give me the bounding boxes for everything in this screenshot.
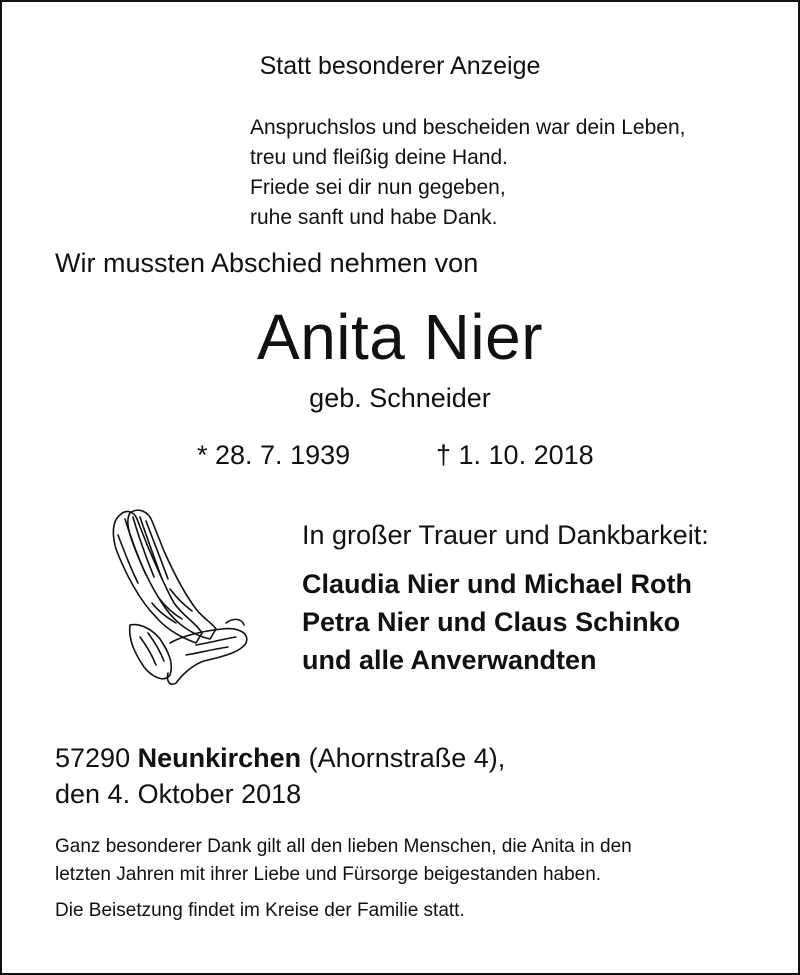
poem-line: treu und fleißig deine Hand. [250,146,508,169]
family-name: Claudia Nier und Michael Roth [302,569,693,599]
zip-code: 57290 [55,743,131,773]
thanks-line: letzten Jahren mit ihrer Liebe und Fürsorge beigestanden haben. [55,864,602,885]
family-list [302,565,692,679]
poem-line: Friede sei dir nun gegeben, [250,176,506,199]
funeral-note: Die Beisetzung findet im Kreise der Familie statt. [55,900,465,921]
praying-hands-icon [100,505,255,690]
address-line [55,740,505,776]
family-name: und alle Anverwandten [302,645,597,675]
mourning-line: In großer Trauer und Dankbarkeit: [302,520,709,550]
street-address: (Ahornstraße 4), [308,743,506,773]
family-name: Petra Nier und Claus Schinko [302,607,681,637]
death-date: † 1. 10. 2018 [436,440,594,470]
birth-date: * 28. 7. 1939 [197,440,351,470]
town-name: Neunkirchen [137,743,302,773]
header-text: Statt besonderer Anzeige [259,52,541,80]
deceased-name: Anita Nier [257,301,543,373]
place-date [55,740,505,812]
maiden-name: geb. Schneider [309,383,491,413]
thanks-text [55,833,632,889]
thanks-line: Ganz besonderer Dank gilt all den lieben Menschen, die Anita in den [55,836,632,857]
date-line: den 4. Oktober 2018 [55,779,302,809]
intro-text: Wir mussten Abschied nehmen von [55,248,479,278]
poem [250,113,685,233]
poem-line: Anspruchslos und bescheiden war dein Leben, [250,116,686,139]
poem-line: ruhe sanft und habe Dank. [250,206,498,229]
